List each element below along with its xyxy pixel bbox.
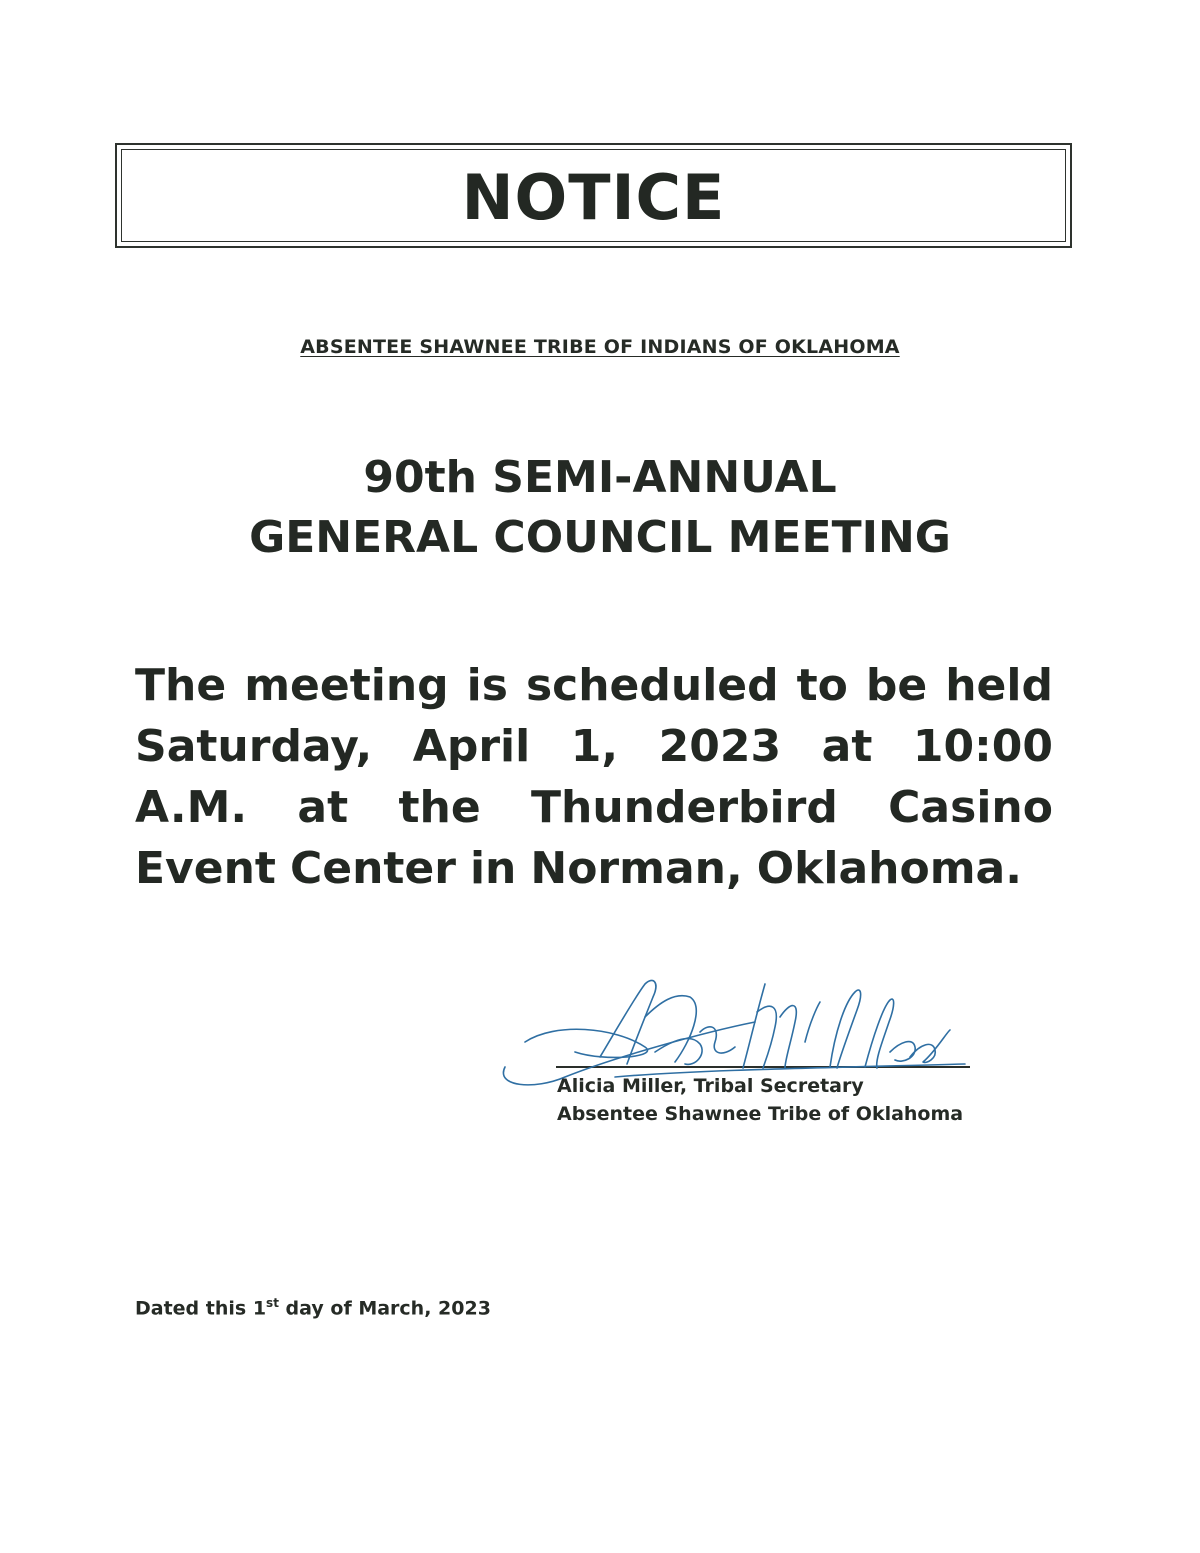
dated-prefix: Dated this 1	[135, 1297, 267, 1320]
signer-block	[557, 1072, 963, 1128]
word: is	[466, 660, 508, 711]
meeting-title-line-1: 90th SEMI-ANNUAL	[363, 452, 837, 503]
announcement-line-1	[135, 655, 1053, 716]
signer-organization: Absentee Shawnee Tribe of Oklahoma	[557, 1103, 964, 1125]
meeting-title-line-2: GENERAL COUNCIL MEETING	[249, 512, 951, 563]
word: 10:00	[912, 721, 1053, 772]
word: held	[945, 660, 1053, 711]
word: The	[135, 660, 227, 711]
word: A.M.	[135, 782, 248, 833]
word: at	[297, 782, 349, 833]
announcement-line-2	[135, 716, 1053, 777]
notice-title: NOTICE	[461, 160, 726, 234]
word: in	[469, 843, 517, 894]
tribe-heading: ABSENTEE SHAWNEE TRIBE OF INDIANS OF OKLAHOMA	[300, 336, 900, 358]
notice-title-box-inner	[121, 149, 1066, 242]
word: Oklahoma.	[756, 843, 1022, 894]
word: Thunderbird	[531, 782, 838, 833]
meeting-announcement	[135, 655, 1053, 899]
word: at	[821, 721, 873, 772]
announcement-line-3	[135, 777, 1053, 838]
word: Event	[135, 843, 276, 894]
announcement-line-4	[135, 838, 1053, 899]
word: 1,	[570, 721, 619, 772]
word: be	[865, 660, 928, 711]
word: to	[796, 660, 848, 711]
dated-suffix: day of March, 2023	[278, 1297, 491, 1320]
dated-ordinal-suffix: st	[266, 1296, 279, 1310]
word: Casino	[888, 782, 1053, 833]
word: 2023	[658, 721, 782, 772]
signer-name-title: Alicia Miller, Tribal Secretary	[557, 1075, 864, 1097]
notice-title-box	[115, 143, 1072, 248]
dated-line	[135, 1296, 491, 1319]
word: April	[412, 721, 531, 772]
word: Norman,	[530, 843, 743, 894]
word: scheduled	[525, 660, 779, 711]
word: Saturday,	[135, 721, 373, 772]
meeting-title	[0, 448, 1200, 568]
word: the	[398, 782, 481, 833]
word: Center	[289, 843, 456, 894]
word: meeting	[244, 660, 449, 711]
